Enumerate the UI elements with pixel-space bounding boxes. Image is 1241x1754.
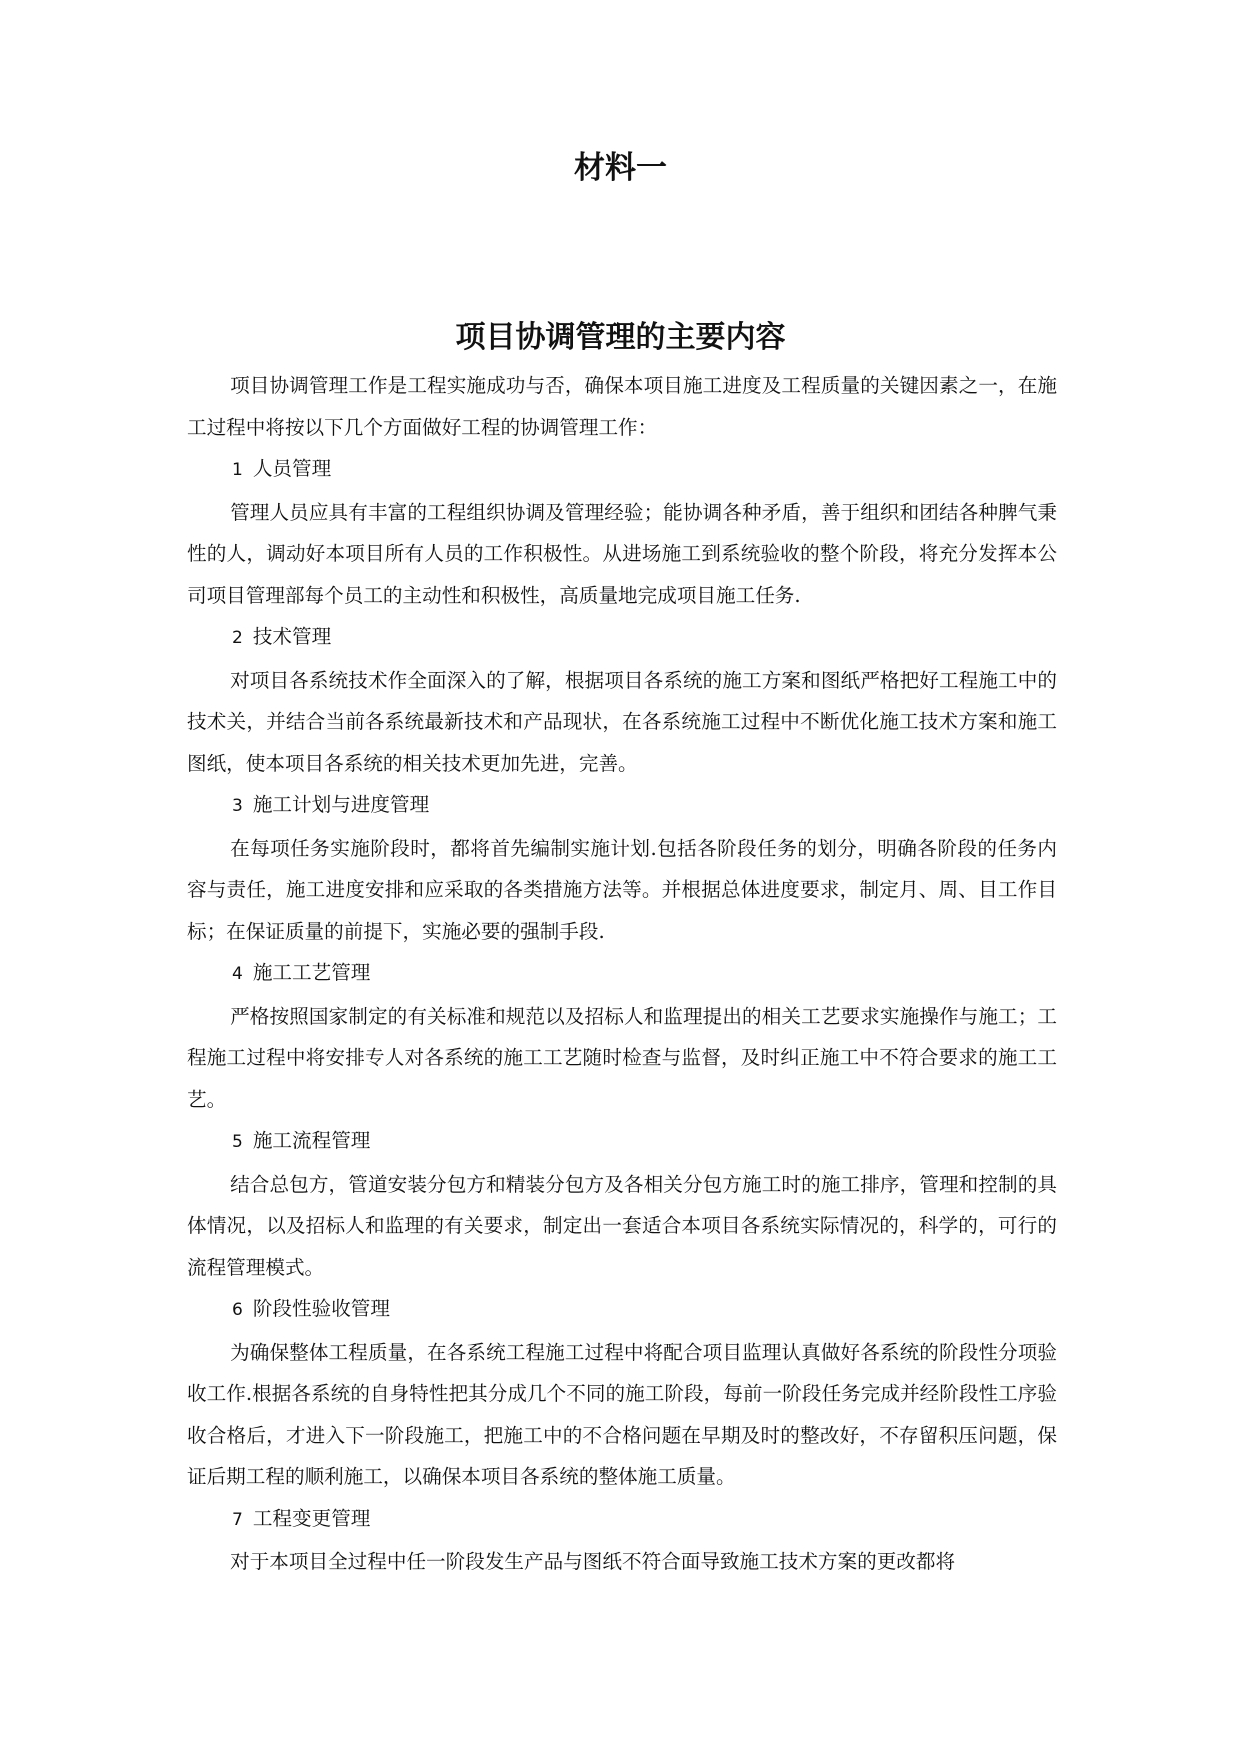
item-heading-text: 工程变更管理 <box>252 1506 371 1530</box>
item-number: 4 <box>232 964 243 984</box>
item-heading-text: 技术管理 <box>252 625 332 648</box>
item-heading-2 <box>187 616 1057 660</box>
item-heading-text: 施工计划与进度管理 <box>252 793 430 816</box>
item-paragraph-2: 对项目各系统技术作全面深入的了解，根据项目各系统的施工方案和图纸严格把好工程施工中的技术关，并结合当前各系统最新技术和产品现状，在各系统施工过程中不断优化施工技术方案和施工图纸，使本项目各系统的相关技术更加先进，完善。 <box>187 668 1057 775</box>
item-number: 6 <box>232 1300 243 1320</box>
item-heading-7 <box>187 1498 1057 1542</box>
item-heading-text: 阶段性验收管理 <box>252 1297 390 1320</box>
document-title: 材料一 <box>574 150 667 186</box>
item-number: 1 <box>232 460 243 480</box>
item-heading-4 <box>187 952 1057 996</box>
item-heading-3 <box>187 784 1057 828</box>
item-paragraph-5: 结合总包方，管道安装分包方和精装分包方及各相关分包方施工时的施工排序，管理和控制的具体情况，以及招标人和监理的有关要求，制定出一套适合本项目各系统实际情况的，科学的，可行的流程管理模式。 <box>187 1172 1057 1279</box>
item-heading-6 <box>187 1288 1057 1332</box>
document-body <box>187 365 1057 1583</box>
item-paragraph-7: 对于本项目全过程中任一阶段发生产品与图纸不符合面导致施工技术方案的更改都将 <box>230 1550 956 1573</box>
item-number: 3 <box>232 796 243 816</box>
item-number: 5 <box>232 1132 243 1152</box>
item-paragraph-1: 管理人员应具有丰富的工程组织协调及管理经验；能协调各种矛盾，善于组织和团结各种脾气秉性的人，调动好本项目所有人员的工作积极性。从进场施工到系统验收的整个阶段，将充分发挥本公司项目管理部每个员工的主动性和积极性，高质量地完成项目施工任务. <box>187 500 1057 607</box>
item-heading-text: 施工流程管理 <box>252 1129 371 1152</box>
item-heading-text: 施工工艺管理 <box>252 961 371 984</box>
intro-paragraph: 项目协调管理工作是工程实施成功与否，确保本项目施工进度及工程质量的关键因素之一，在施工过程中将按以下几个方面做好工程的协调管理工作： <box>187 374 1057 439</box>
item-heading-1 <box>187 448 1057 492</box>
item-number: 7 <box>232 1509 243 1530</box>
item-heading-5 <box>187 1120 1057 1164</box>
item-paragraph-6: 为确保整体工程质量，在各系统工程施工过程中将配合项目监理认真做好各系统的阶段性分项验收工作.根据各系统的自身特性把其分成几个不同的施工阶段，每前一阶段任务完成并经阶段性工序验收合格后，才进入下一阶段施工，把施工中的不合格问题在早期及时的整改好，不存留积压问题，保证后期工程的顺利施工，以确保本项目各系统的整体施工质量。 <box>187 1340 1057 1488</box>
item-heading-text: 人员管理 <box>252 457 332 480</box>
item-paragraph-3: 在每项任务实施阶段时，都将首先编制实施计划.包括各阶段任务的划分，明确各阶段的任务内容与责任，施工进度安排和应采取的各类措施方法等。并根据总体进度要求，制定月、周、目工作目标；在保证质量的前提下，实施必要的强制手段. <box>187 836 1057 943</box>
section-title: 项目协调管理的主要内容 <box>455 320 786 355</box>
item-paragraph-4: 严格按照国家制定的有关标准和规范以及招标人和监理提出的相关工艺要求实施操作与施工；工程施工过程中将安排专人对各系统的施工工艺随时检查与监督，及时纠正施工中不符合要求的施工工艺。 <box>187 1004 1057 1111</box>
item-number: 2 <box>232 628 243 648</box>
